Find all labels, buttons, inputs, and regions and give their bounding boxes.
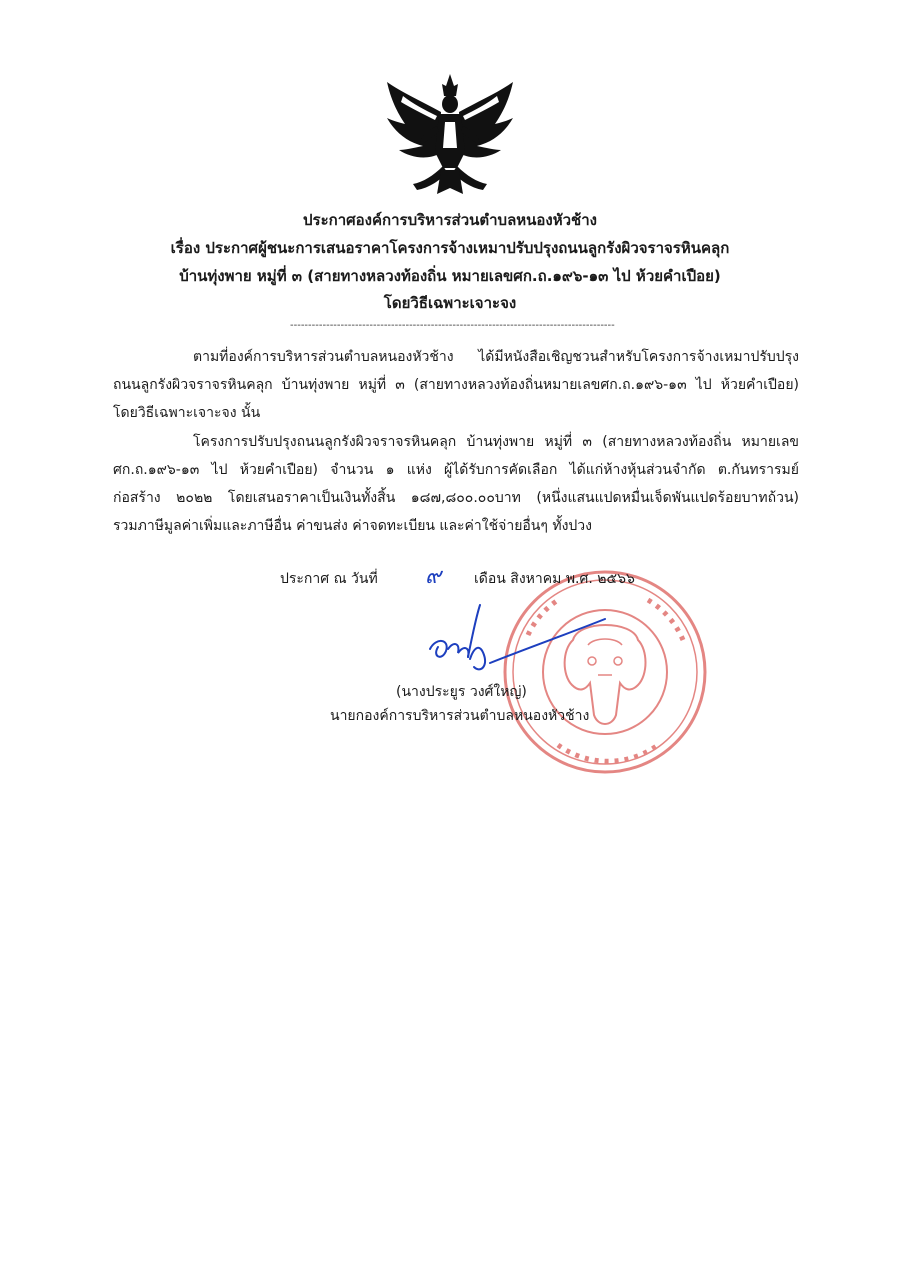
divider: ------------------------------------------------------------------------------------------ — [290, 320, 615, 331]
paragraph-2-line-2: ศก.ถ.๑๙๖-๑๓ ไป ห้วยคำเปือย) จำนวน ๑ แห่ง ผู้ได้รับการคัดเลือก ได้แก่ห้างหุ้นส่วนจำกัด ต.กันทรารมย์ — [113, 462, 799, 478]
paragraph-1-line-3: โดยวิธีเฉพาะเจาะจง นั้น — [113, 405, 261, 421]
announcement-title: ประกาศองค์การบริหารส่วนตำบลหนองหัวช้าง — [303, 211, 597, 229]
subject-line: เรื่อง ประกาศผู้ชนะการเสนอราคาโครงการจ้างเหมาปรับปรุงถนนลูกรังผิวจราจรหินคลุก — [170, 239, 730, 257]
paragraph-2-line-3: ก่อสร้าง ๒๐๒๒ โดยเสนอราคาเป็นเงินทั้งสิ้น ๑๘๗,๘๐๐.๐๐บาท (หนึ่งแสนแปดหมื่นเจ็ดพันแปดร้อยบาทถ้วน) — [113, 490, 799, 506]
paragraph-1-line-2: ถนนลูกรังผิวจราจรหินคลุก บ้านทุ่งพาย หมู่ที่ ๓ (สายทางหลวงท้องถิ่นหมายเลขศก.ถ.๑๙๖-๑๓ ไป ห้วยคำเปือย) — [113, 377, 799, 393]
handwritten-signature-icon — [420, 597, 610, 677]
garuda-emblem-icon — [383, 72, 517, 200]
signatory-position: นายกองค์การบริหารส่วนตำบลหนองหัวช้าง — [330, 708, 590, 724]
paragraph-1-line-1: ตามที่องค์การบริหารส่วนตำบลหนองหัวช้าง ได้มีหนังสือเชิญชวนสำหรับโครงการจ้างเหมาปรับปรุง — [193, 349, 799, 365]
date-prefix: ประกาศ ณ วันที่ — [280, 571, 378, 587]
procurement-method: โดยวิธีเฉพาะเจาะจง — [383, 294, 517, 312]
paragraph-2-line-1: โครงการปรับปรุงถนนลูกรังผิวจราจรหินคลุก บ้านทุ่งพาย หมู่ที่ ๓ (สายทางหลวงท้องถิ่น หมายเลข — [193, 434, 799, 450]
date-month-year: เดือน สิงหาคม พ.ศ. ๒๕๖๖ — [474, 571, 635, 587]
signatory-name: (นางประยูร วงศ์ใหญ่) — [396, 684, 527, 700]
paragraph-2-line-4: รวมภาษีมูลค่าเพิ่มและภาษีอื่น ค่าขนส่ง ค่าจดทะเบียน และค่าใช้จ่ายอื่นๆ ทั้งปวง — [113, 518, 592, 534]
announcement-day: ๙ — [425, 564, 442, 589]
subject-location: บ้านทุ่งพาย หมู่ที่ ๓ (สายทางหลวงท้องถิ่น หมายเลขศก.ถ.๑๙๖-๑๓ ไป ห้วยคำเปือย) — [179, 267, 721, 285]
